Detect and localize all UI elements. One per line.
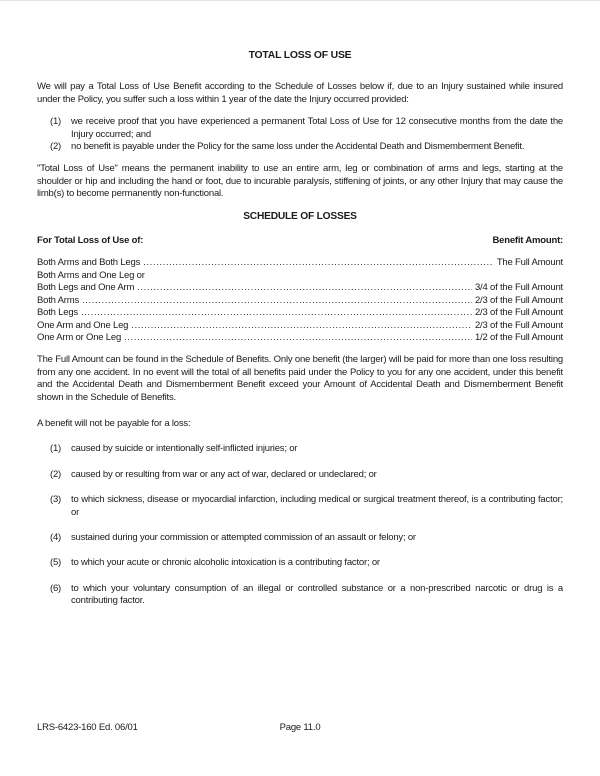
dot-leader [124, 332, 472, 344]
schedule-row [37, 295, 563, 307]
exclusion-text: to which sickness, disease or myocardial infarction, including medical or surgical treatment thereof, is a contributing factor; or [71, 494, 563, 518]
dot-leader [82, 295, 472, 307]
schedule-row [37, 282, 563, 294]
loss-label: One Arm and One Leg [37, 319, 129, 331]
exclusion-text: sustained during your commission or attempted commission of an assault or felony; or [71, 531, 416, 543]
exclusion-text: caused by suicide or intentionally self-inflicted injuries; or [71, 443, 298, 455]
loss-label: One Arm or One Leg [37, 331, 122, 343]
exclusion-text: to which your voluntary consumption of an illegal or controlled substance or a non-prescribed narcotic or drug is a contributing factor. [71, 582, 563, 607]
form-number: LRS-6423-160 Ed. 06/01 [37, 722, 138, 733]
schedule-row [37, 270, 563, 282]
provisions-list [37, 116, 563, 153]
page-footer [37, 722, 563, 734]
schedule-right-header: Benefit Amount: [492, 235, 563, 247]
loss-label: Both Arms and Both Legs [37, 257, 141, 269]
benefit-amount: 2/3 of the Full Amount [474, 307, 563, 319]
exclusion-item [50, 494, 563, 519]
exclusion-item [50, 532, 563, 544]
loss-label: Both Legs and One Arm [37, 282, 135, 294]
exclusion-text: to which your acute or chronic alcoholic intoxication is a contributing factor; or [71, 557, 380, 569]
document-title: TOTAL LOSS OF USE [248, 50, 352, 61]
schedule-column-headers [37, 235, 563, 247]
exclusion-number: (4) [50, 531, 62, 543]
benefit-amount: 1/2 of the Full Amount [474, 331, 563, 343]
full-amount-note-paragraph: The Full Amount can be found in the Schedule of Benefits. Only one benefit (the larger) will be paid for more than one loss resulting from any one accident. In no event will the total of all benefits paid under the Policy to you for any one accident, under this benefit and the Accidental Death and Dismemberment Benefit exceed your Amount of Accidental Death and Dismemberment Benefit shown in the Schedule of Benefits. [37, 354, 563, 403]
benefit-amount: 3/4 of the Full Amount [474, 282, 563, 294]
exclusion-text: caused by or resulting from war or any act of war, declared or undeclared; or [71, 468, 377, 480]
exclusion-item [50, 469, 563, 481]
provision-number: (2) [50, 141, 62, 153]
schedule-row [37, 332, 563, 344]
intro-paragraph: We will pay a Total Loss of Use Benefit according to the Schedule of Losses below if, due to an Injury sustained while insured under the Policy, you suffer such a loss within 1 year of the date the Injury occurred provided: [37, 81, 563, 105]
dot-leader [81, 307, 472, 319]
benefit-amount: 2/3 of the Full Amount [474, 319, 563, 331]
schedule-row [37, 320, 563, 332]
benefit-amount: The Full Amount [496, 257, 563, 269]
schedule-rows [37, 257, 563, 344]
provision-item [50, 116, 563, 141]
provision-item [50, 141, 563, 153]
exclusion-number: (5) [50, 557, 62, 569]
schedule-row [37, 307, 563, 319]
provision-number: (1) [50, 116, 62, 128]
benefit-amount: 2/3 of the Full Amount [474, 294, 563, 306]
exclusion-number: (6) [50, 582, 62, 594]
exclusion-number: (3) [50, 494, 62, 506]
schedule-of-losses-heading: SCHEDULE OF LOSSES [243, 210, 357, 222]
exclusions-intro: A benefit will not be payable for a loss: [37, 417, 191, 429]
exclusion-item [50, 583, 563, 608]
exclusion-item [50, 443, 563, 455]
definition-paragraph: "Total Loss of Use" means the permanent inability to use an entire arm, leg or combination of arms and legs, starting at the shoulder or hip and including the hand or foot, due to incurable paralysis, stiffening of joints, or any other Injury that may cause the limb(s) to become permanently non-functional. [37, 163, 563, 200]
provision-text: we receive proof that you have experienced a permanent Total Loss of Use for 12 consecutive months from the date the Injury occurred; and [71, 116, 563, 140]
exclusion-number: (2) [50, 468, 62, 480]
dot-leader [137, 282, 472, 294]
provision-text: no benefit is payable under the Policy for the same loss under the Accidental Death and Dismemberment Benefit. [71, 141, 525, 153]
loss-label: Both Legs [37, 307, 78, 319]
loss-label: Both Arms [37, 294, 80, 306]
loss-label: Both Arms and One Leg or [37, 269, 145, 281]
schedule-row [37, 257, 563, 269]
schedule-left-header: For Total Loss of Use of: [37, 235, 144, 247]
dot-leader [131, 320, 472, 332]
exclusion-number: (1) [50, 443, 62, 455]
exclusions-list [37, 443, 563, 607]
exclusion-item [50, 557, 563, 569]
dot-leader [143, 257, 494, 269]
page-number: Page 11.0 [279, 722, 321, 733]
